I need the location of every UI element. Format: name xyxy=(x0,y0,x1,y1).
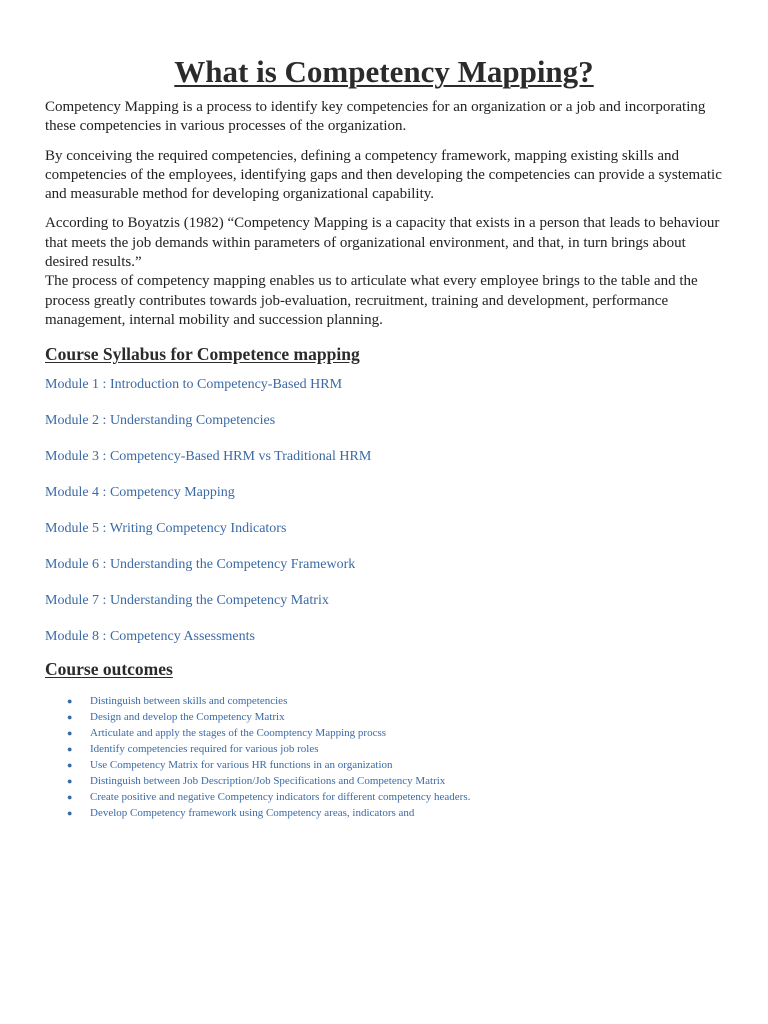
outcome-item xyxy=(45,741,723,757)
outcome-item xyxy=(45,757,723,773)
outcome-text: Develop Competency framework using Competency areas, indicators and xyxy=(90,807,415,820)
framework-paragraph: By conceiving the required competencies, defining a competency framework, mapping existing skills and competencies of the employees, identifying gaps and then developing the competencies can provide a systematic and measurable method for developing organizational capability. xyxy=(45,147,722,203)
outcomes-list xyxy=(45,693,723,821)
module-item[interactable]: Module 4 : Competency Mapping xyxy=(45,485,235,501)
module-item[interactable]: Module 5 : Writing Competency Indicators xyxy=(45,521,287,537)
process-paragraph: The process of competency mapping enables us to articulate what every employee brings to the table and the process greatly contributes towards job-evaluation, recruitment, training and development, performance management, internal mobility and succession planning. xyxy=(45,273,698,328)
bullet-icon: ● xyxy=(67,744,73,755)
outcome-item xyxy=(45,693,723,709)
outcome-text: Create positive and negative Competency indicators for different competency headers. xyxy=(90,791,471,804)
outcome-item xyxy=(45,773,723,789)
document-page xyxy=(45,52,723,821)
outcome-text: Distinguish between Job Description/Job Specifications and Competency Matrix xyxy=(90,775,446,788)
bullet-icon: ● xyxy=(67,808,73,819)
module-item[interactable]: Module 6 : Understanding the Competency Framework xyxy=(45,557,356,573)
bullet-icon: ● xyxy=(67,712,73,723)
outcomes-heading: Course outcomes xyxy=(45,659,173,680)
outcome-item xyxy=(45,789,723,805)
syllabus-heading: Course Syllabus for Competence mapping xyxy=(45,344,360,365)
module-item[interactable]: Module 1 : Introduction to Competency-Based HRM xyxy=(45,377,343,393)
boyatzis-quote-paragraph: According to Boyatzis (1982) “Competency Mapping is a capacity that exists in a person that leads to behaviour that meets the job demands within parameters of organizational environment, and that, in turn brings about desired results.” xyxy=(45,215,720,271)
bullet-icon: ● xyxy=(67,776,73,787)
module-item[interactable]: Module 3 : Competency-Based HRM vs Traditional HRM xyxy=(45,449,372,465)
bullet-icon: ● xyxy=(67,760,73,771)
page-title: What is Competency Mapping? xyxy=(174,54,594,89)
module-item[interactable]: Module 7 : Understanding the Competency Matrix xyxy=(45,593,329,609)
bullet-icon: ● xyxy=(67,792,73,803)
module-item[interactable]: Module 2 : Understanding Competencies xyxy=(45,413,276,429)
outcome-text: Articulate and apply the stages of the Coomptency Mapping procss xyxy=(90,727,387,740)
module-item[interactable]: Module 8 : Competency Assessments xyxy=(45,629,255,645)
outcome-item xyxy=(45,805,723,821)
intro-paragraph: Competency Mapping is a process to identify key competencies for an organization or a job and incorporating these competencies in various processes of the organization. xyxy=(45,99,706,135)
outcome-text: Use Competency Matrix for various HR functions in an organization xyxy=(90,759,393,772)
outcome-item xyxy=(45,709,723,725)
bullet-icon: ● xyxy=(67,728,73,739)
outcome-text: Distinguish between skills and competencies xyxy=(90,695,288,708)
bullet-icon: ● xyxy=(67,696,73,707)
outcome-text: Design and develop the Competency Matrix xyxy=(90,711,285,724)
outcome-text: Identify competencies required for various job roles xyxy=(90,743,319,756)
module-list xyxy=(45,376,723,646)
outcome-item xyxy=(45,725,723,741)
